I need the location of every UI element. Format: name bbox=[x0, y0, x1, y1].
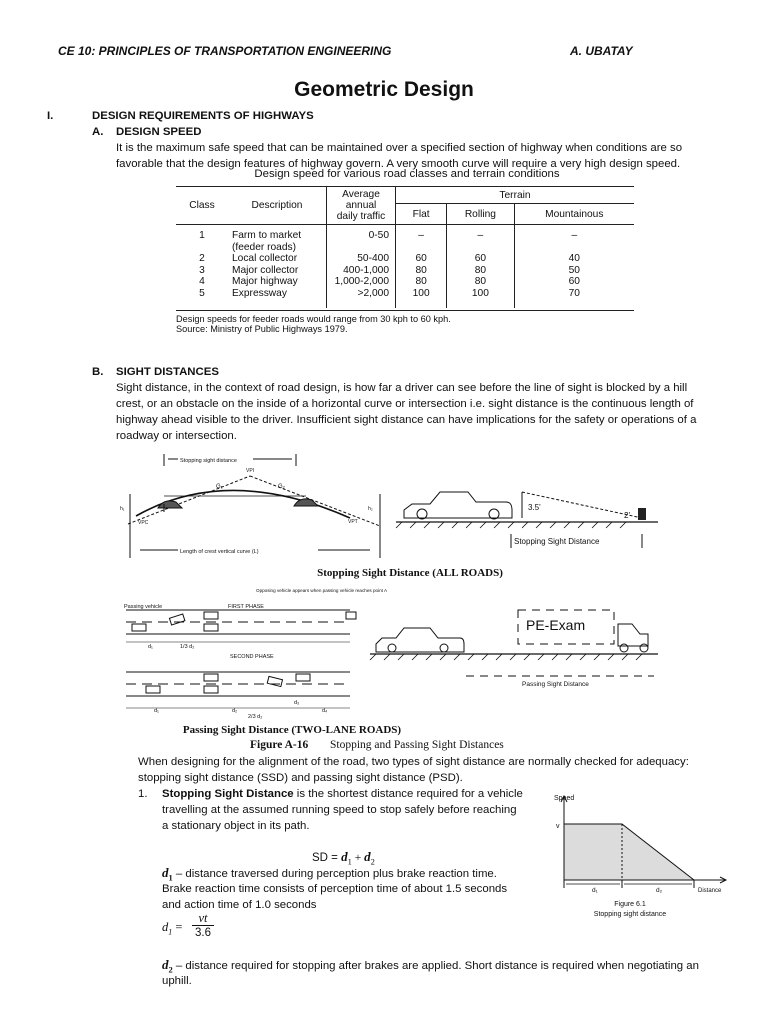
chart-x-label: Distance bbox=[698, 888, 722, 894]
sight-line-4: roadway or intersection. bbox=[116, 430, 237, 442]
alignment-line-1: When designing for the alignment of the road, two types of sight distance are normally checked for adequacy: bbox=[138, 756, 689, 768]
table-row bbox=[176, 225, 634, 242]
page-title: Geometric Design bbox=[294, 78, 474, 101]
table-cell-cls: 1 bbox=[199, 230, 205, 241]
chart-caption-2: Stopping sight distance bbox=[593, 911, 667, 918]
d1-subscript: 1 bbox=[168, 872, 173, 883]
section-title: DESIGN REQUIREMENTS OF HIGHWAYS bbox=[92, 110, 314, 122]
table-cell-rolling bbox=[447, 242, 514, 254]
sd-formula-plus: + bbox=[351, 852, 365, 864]
d1-label-psd-bottom: d₁ bbox=[154, 708, 159, 714]
sight-line-3: highway ahead visible to the driver. Insufficient sight distance can have implications for the safety or operations of a bbox=[116, 414, 697, 426]
d1-formula-eq: = bbox=[172, 920, 183, 934]
chart-d1-label: d₁ bbox=[592, 887, 598, 894]
figure-number: Figure A-16 bbox=[250, 739, 309, 751]
d4-label-psd: d₄ bbox=[322, 708, 328, 714]
table-cell-rolling: – bbox=[447, 225, 514, 242]
speed-table-source: Source: Ministry of Public Highways 1979. bbox=[176, 323, 348, 334]
course-header: CE 10: PRINCIPLES OF TRANSPORTATION ENGINEERING bbox=[58, 44, 392, 58]
d3-label-psd: d₃ bbox=[294, 700, 300, 706]
d2-definition bbox=[162, 957, 699, 977]
ssd-item-line-2: travelling at the assumed running speed to stop safely before reaching bbox=[162, 804, 517, 816]
sd-formula bbox=[312, 849, 375, 866]
subsection-a-letter: A. bbox=[92, 126, 104, 138]
speed-distance-chart bbox=[548, 788, 728, 924]
table-cell-cls: 2 bbox=[199, 253, 205, 265]
ssd-caption: Stopping Sight Distance (ALL ROADS) bbox=[317, 567, 503, 579]
ssd-term: Stopping Sight Distance bbox=[162, 788, 294, 800]
table-cell-cls bbox=[176, 242, 228, 254]
table-cell-cls: 3 bbox=[199, 264, 205, 276]
header-description: Description bbox=[228, 187, 327, 225]
table-cell-flat: 80 bbox=[415, 276, 427, 288]
table-cell-desc: (feeder roads) bbox=[232, 241, 296, 253]
psd-side-view bbox=[370, 610, 658, 676]
vpi-label: VPI bbox=[246, 468, 255, 474]
table-row bbox=[176, 253, 634, 265]
g1-label: G₁ bbox=[216, 484, 223, 490]
header-aadt-line-3: daily traffic bbox=[336, 211, 386, 222]
table-cell-flat: 60 bbox=[415, 253, 427, 265]
design-speed-line-1: It is the maximum safe speed that can be maintained over a specified section of highway when conditions are so bbox=[116, 142, 683, 154]
table-cell-mountainous: 60 bbox=[568, 276, 580, 288]
sd-formula-d2: d bbox=[364, 849, 371, 864]
table-cell-flat: 100 bbox=[412, 287, 430, 299]
speed-table-body bbox=[176, 225, 634, 308]
design-speed-line-2: favorable that the design features of highway govern. A very smooth curve will require a very high design speed. bbox=[116, 158, 681, 170]
table-cell-desc: Major highway bbox=[232, 276, 298, 288]
h1-label: h₁ bbox=[120, 506, 125, 512]
table-cell-cls: 4 bbox=[199, 276, 205, 288]
table-cell-rolling: 80 bbox=[447, 276, 514, 288]
sd-formula-sub1: 1 bbox=[347, 856, 352, 867]
ssd-label-top: Stopping sight distance bbox=[180, 458, 237, 464]
d1-formula-numerator: vt bbox=[192, 911, 214, 926]
d2-subscript: 2 bbox=[168, 964, 173, 975]
d1-formula-fraction bbox=[192, 911, 214, 940]
subsection-a-heading: DESIGN SPEED bbox=[116, 126, 202, 138]
object-height-label: 2' bbox=[624, 511, 630, 520]
table-cell-rolling: 100 bbox=[447, 288, 514, 308]
vpt-label: VPT bbox=[348, 519, 358, 525]
ssd-item-line-3: a stationary object in its path. bbox=[162, 820, 310, 832]
eye-height-label: 3.5' bbox=[528, 503, 541, 512]
table-cell-traffic: 400-1,000 bbox=[327, 265, 396, 277]
table-cell-traffic bbox=[327, 242, 396, 254]
sight-line-2: crest, or an obstacle on the inside of a horizontal curve or intersection i.e. sight distance is the continuous length of bbox=[116, 398, 694, 410]
d1-text: – distance traversed during perception plus brake reaction time. bbox=[172, 868, 497, 880]
d1-formula-lhs bbox=[162, 920, 182, 937]
table-row bbox=[176, 265, 634, 277]
d2-line-2: uphill. bbox=[162, 975, 192, 987]
chart-area bbox=[564, 824, 694, 880]
table-cell-traffic: 1,000-2,000 bbox=[327, 276, 396, 288]
header-aadt-line-1: Average bbox=[342, 189, 380, 200]
table-cell-desc: Major collector bbox=[232, 264, 299, 276]
g2-label: G₂ bbox=[278, 484, 285, 490]
ssd-right-label: Stopping Sight Distance bbox=[514, 537, 600, 546]
chart-y-label: Speed bbox=[554, 795, 575, 802]
table-cell-mountainous: 40 bbox=[568, 253, 580, 265]
table-cell-rolling: 80 bbox=[447, 265, 514, 277]
ssd-line-1-rest: is the shortest distance required for a vehicle bbox=[293, 788, 523, 800]
header-flat: Flat bbox=[396, 204, 447, 225]
table-cell-cls: 5 bbox=[199, 287, 205, 299]
table-cell-traffic: 50-400 bbox=[327, 253, 396, 265]
table-row bbox=[176, 276, 634, 288]
two-thirds-d2-label: 2/3 d₂ bbox=[248, 714, 263, 720]
speed-table bbox=[176, 186, 634, 334]
header-mountainous: Mountainous bbox=[514, 204, 634, 225]
table-cell-flat: 80 bbox=[415, 264, 427, 276]
header-aadt-line-2: annual bbox=[345, 200, 377, 211]
sd-formula-sub2: 2 bbox=[370, 856, 375, 867]
one-third-d2-label: 1/3 d₂ bbox=[180, 644, 195, 650]
author-header: A. UBATAY bbox=[570, 44, 633, 58]
section-number: I. bbox=[47, 110, 54, 122]
d1-formula-sub: 1 bbox=[168, 927, 173, 937]
sd-formula-lhs: SD = bbox=[312, 852, 342, 864]
speed-table-notes bbox=[176, 310, 634, 334]
subsection-b-heading: SIGHT DISTANCES bbox=[116, 366, 219, 378]
psd-caption: Passing Sight Distance (TWO-LANE ROADS) bbox=[182, 724, 402, 736]
d2-symbol: d bbox=[162, 957, 169, 972]
sight-distance-figure bbox=[118, 446, 658, 756]
second-phase-label: SECOND PHASE bbox=[230, 654, 274, 660]
sight-line-1: Sight distance, in the context of road design, is how far a driver can see before the line of sight is blocked by a hill bbox=[116, 382, 688, 394]
d1-formula-denominator: 3.6 bbox=[195, 927, 211, 939]
header-class: Class bbox=[176, 187, 228, 225]
table-cell-mountainous: – bbox=[571, 230, 578, 241]
psd-right-label: Passing Sight Distance bbox=[522, 681, 589, 688]
first-phase-label: FIRST PHASE bbox=[228, 604, 264, 610]
h2-label: h₂ bbox=[368, 506, 373, 512]
d1-line-2: Brake reaction time consists of perception time of about 1.5 seconds bbox=[162, 883, 508, 895]
table-cell-traffic: >2,000 bbox=[327, 288, 396, 308]
object-marker bbox=[638, 508, 646, 520]
d2-label-psd: d₂ bbox=[232, 708, 238, 714]
crest-length-label: Length of crest vertical curve (L) bbox=[180, 549, 259, 555]
opposing-note: Opposing vehicle appears when passing vehicle reaches point A bbox=[256, 588, 388, 593]
table-cell-mountainous: 50 bbox=[568, 264, 580, 276]
d1-symbol: d bbox=[162, 865, 169, 880]
figure-title: Stopping and Passing Sight Distances bbox=[330, 739, 504, 751]
table-cell-desc: Expressway bbox=[232, 287, 287, 299]
ssd-item-number: 1. bbox=[138, 788, 148, 800]
chart-caption-1: Figure 6.1 bbox=[614, 901, 646, 908]
speed-table-note: Design speeds for feeder roads would range from 30 kph to 60 kph. bbox=[176, 313, 451, 324]
ssd-item-line-1 bbox=[162, 786, 523, 802]
chart-d2-label: d₂ bbox=[656, 887, 663, 894]
d2-text: – distance required for stopping after brakes are applied. Short distance is required when negotiating an bbox=[172, 960, 699, 972]
table-row bbox=[176, 288, 634, 308]
table-cell-desc: Local collector bbox=[232, 253, 298, 265]
table-cell-traffic: 0-50 bbox=[327, 225, 396, 242]
header-terrain: Terrain bbox=[396, 187, 635, 204]
vpc-label: VPC bbox=[138, 520, 149, 526]
table-cell-desc: Farm to market bbox=[232, 230, 302, 241]
d1-formula-d: d bbox=[162, 920, 169, 934]
subsection-b-letter: B. bbox=[92, 366, 104, 378]
watermark: PE-Exam bbox=[526, 617, 586, 633]
table-row bbox=[176, 242, 634, 254]
alignment-line-2: stopping sight distance (SSD) and passing sight distance (PSD). bbox=[138, 772, 463, 784]
sd-formula-d1: d bbox=[341, 849, 348, 864]
table-cell-mountainous bbox=[514, 242, 634, 254]
table-cell-mountainous: 70 bbox=[568, 287, 580, 299]
table-cell-flat: – bbox=[418, 230, 424, 241]
table-cell-flat bbox=[396, 242, 447, 254]
header-rolling: Rolling bbox=[447, 204, 514, 225]
header-aadt bbox=[327, 187, 396, 225]
d1-line-3: and action time of 1.0 seconds bbox=[162, 899, 317, 911]
speed-table-caption: Design speed for various road classes and terrain conditions bbox=[254, 168, 560, 180]
table-cell-rolling: 60 bbox=[447, 253, 514, 265]
chart-v-label: v bbox=[556, 823, 560, 830]
passing-vehicle-label: Passing vehicle bbox=[124, 604, 163, 610]
d1-label-psd: d₁ bbox=[148, 644, 153, 650]
